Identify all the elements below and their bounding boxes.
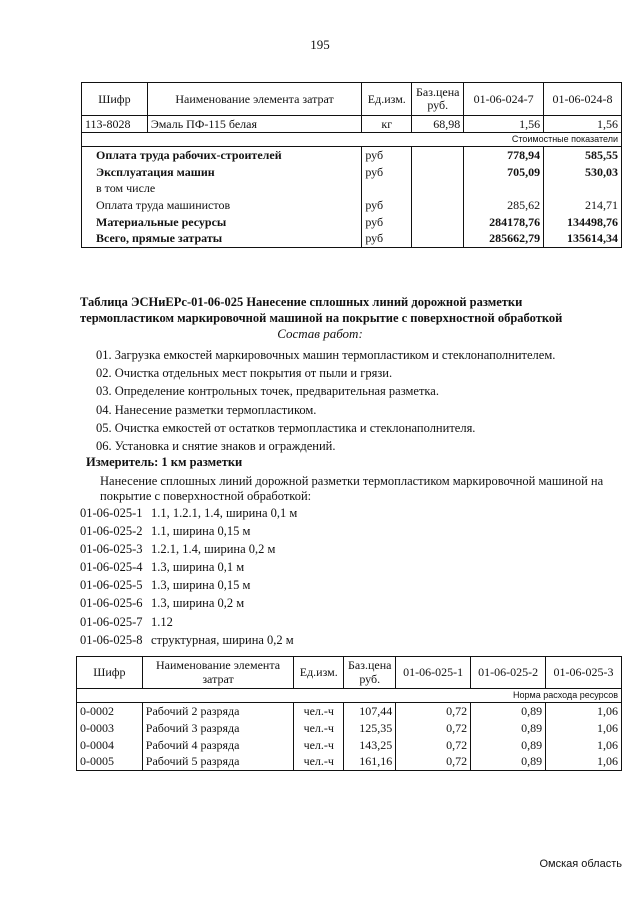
summary-value-1: 285,62	[464, 197, 544, 214]
table-row	[77, 737, 622, 754]
code-text: 1.1, 1.2.1, 1.4, ширина 0,1 м	[151, 506, 298, 520]
cell-value-2: 0,89	[471, 754, 546, 771]
header-name: Наименование элемента затрат	[147, 83, 361, 116]
summary-name: Материальные ресурсы	[82, 214, 362, 231]
cell-unit: чел.-ч	[294, 754, 344, 771]
cell-value-1: 1,56	[464, 116, 544, 133]
header-base-price: Баз.цена руб.	[412, 83, 464, 116]
summary-value-2: 214,71	[544, 197, 622, 214]
summary-value-1: 778,94	[464, 147, 544, 164]
header-code: Шифр	[82, 83, 148, 116]
cell-value-3: 1,06	[546, 754, 622, 771]
code-text: структурная, ширина 0,2 м	[151, 632, 294, 647]
list-item	[80, 522, 297, 540]
summary-name: Оплата труда рабочих-строителей	[82, 147, 362, 164]
summary-unit: руб	[362, 231, 412, 248]
summary-row	[82, 181, 622, 197]
cell-code: 0-0003	[77, 720, 143, 737]
works-list	[96, 346, 555, 455]
cell-value-2: 0,89	[471, 720, 546, 737]
cell-value-1: 0,72	[396, 754, 471, 771]
code-id: 01-06-025-3	[80, 542, 143, 557]
codes-list	[80, 504, 297, 649]
section-title	[80, 294, 620, 326]
summary-row	[82, 164, 622, 181]
cost-table-024	[81, 82, 622, 248]
cell-value-3: 1,06	[546, 720, 622, 737]
summary-name: Эксплуатация машин	[82, 164, 362, 181]
description: Нанесение сплошных линий дорожной разметки термопластиком маркировочной машиной на покрытие с поверхностной обработкой:	[100, 474, 604, 503]
section-title-line1: Таблица ЭСНиЕРс-01-06-025 Нанесение сплошных линий дорожной разметки	[80, 295, 523, 309]
summary-row	[82, 147, 622, 164]
list-item	[80, 558, 297, 576]
header-col1: 01-06-025-1	[396, 657, 471, 689]
cell-price: 125,35	[344, 720, 396, 737]
header-col2: 01-06-024-8	[544, 83, 622, 116]
summary-name: в том числе	[82, 181, 362, 197]
table-header-row	[77, 657, 622, 689]
summary-unit: руб	[362, 197, 412, 214]
list-item	[80, 631, 297, 649]
section-label: Стоимостные показатели	[82, 133, 622, 147]
code-id: 01-06-025-1	[80, 506, 143, 520]
cell-value-3: 1,06	[546, 737, 622, 754]
cell-price: 107,44	[344, 703, 396, 720]
summary-value-1: 285662,79	[464, 231, 544, 248]
summary-value-2: 530,03	[544, 164, 622, 181]
table-row	[77, 703, 622, 720]
cell-value-3: 1,06	[546, 703, 622, 720]
cell-value-1: 0,72	[396, 703, 471, 720]
code-id: 01-06-025-4	[80, 560, 143, 575]
summary-row	[82, 197, 622, 214]
header-col2: 01-06-025-2	[471, 657, 546, 689]
list-item	[80, 540, 297, 558]
section-label-row	[77, 689, 622, 703]
summary-value-1: 705,09	[464, 164, 544, 181]
cell-name: Эмаль ПФ-115 белая	[147, 116, 361, 133]
cell-value-2: 0,89	[471, 737, 546, 754]
cell-code: 0-0002	[77, 703, 143, 720]
cell-code: 0-0005	[77, 754, 143, 771]
cell-value-1: 0,72	[396, 720, 471, 737]
code-text: 1.3, ширина 0,1 м	[151, 560, 245, 575]
list-item: 02. Очистка отдельных мест покрытия от пыли и грязи.	[96, 366, 393, 381]
code-id: 01-06-025-5	[80, 578, 143, 593]
cell-code: 0-0004	[77, 737, 143, 754]
summary-value-1: 284178,76	[464, 214, 544, 231]
summary-row	[82, 231, 622, 248]
footer-region: Омская область	[539, 858, 622, 870]
cell-name: Рабочий 5 разряда	[142, 754, 294, 771]
cell-value-2: 1,56	[544, 116, 622, 133]
summary-name: Оплата труда машинистов	[82, 197, 362, 214]
code-id: 01-06-025-8	[80, 632, 143, 647]
code-text: 1.1, ширина 0,15 м	[151, 524, 251, 539]
resource-table-025	[76, 656, 622, 771]
code-id: 01-06-025-6	[80, 596, 143, 611]
header-unit: Ед.изм.	[294, 657, 344, 689]
list-item	[80, 613, 297, 631]
header-name: Наименование элемента затрат	[142, 657, 294, 689]
list-item	[80, 594, 297, 612]
code-text: 1.12	[151, 614, 173, 629]
header-base-price: Баз.цена руб.	[344, 657, 396, 689]
list-item	[80, 576, 297, 594]
cell-code: 113-8028	[82, 116, 148, 133]
code-text: 1.3, ширина 0,15 м	[151, 578, 251, 593]
table-row	[77, 754, 622, 771]
header-col1: 01-06-024-7	[464, 83, 544, 116]
summary-value-2: 135614,34	[544, 231, 622, 248]
meter-label: Измеритель: 1 км разметки	[86, 455, 243, 469]
cell-unit: чел.-ч	[294, 737, 344, 754]
summary-unit: руб	[362, 147, 412, 164]
page-number: 195	[310, 37, 330, 52]
cell-name: Рабочий 2 разряда	[142, 703, 294, 720]
summary-row	[82, 214, 622, 231]
summary-unit: руб	[362, 214, 412, 231]
code-id: 01-06-025-2	[80, 524, 143, 539]
cell-value-1: 0,72	[396, 737, 471, 754]
cell-price: 143,25	[344, 737, 396, 754]
table-row	[82, 116, 622, 133]
section-label: Норма расхода ресурсов	[77, 689, 622, 703]
summary-value-2: 134498,76	[544, 214, 622, 231]
header-code: Шифр	[77, 657, 143, 689]
cell-name: Рабочий 3 разряда	[142, 720, 294, 737]
summary-name: Всего, прямые затраты	[82, 231, 362, 248]
cell-unit: чел.-ч	[294, 703, 344, 720]
summary-unit: руб	[362, 164, 412, 181]
list-item: 04. Нанесение разметки термопластиком.	[96, 402, 317, 417]
works-subtitle: Состав работ:	[277, 326, 363, 341]
list-item: 01. Загрузка емкостей маркировочных машин термопластиком и стеклонаполнителем.	[96, 348, 556, 362]
list-item: 03. Определение контрольных точек, предварительная разметка.	[96, 384, 439, 399]
table-header-row	[82, 83, 622, 116]
summary-value-2: 585,55	[544, 147, 622, 164]
code-text: 1.2.1, 1.4, ширина 0,2 м	[151, 542, 276, 557]
cell-unit: чел.-ч	[294, 720, 344, 737]
section-label-row	[82, 133, 622, 147]
cell-value-2: 0,89	[471, 703, 546, 720]
cell-unit: кг	[362, 116, 412, 133]
cell-price: 161,16	[344, 754, 396, 771]
header-unit: Ед.изм.	[362, 83, 412, 116]
cell-name: Рабочий 4 разряда	[142, 737, 294, 754]
list-item	[80, 504, 297, 522]
table-row	[77, 720, 622, 737]
list-item: 06. Установка и снятие знаков и ограждений.	[96, 439, 336, 454]
code-text: 1.3, ширина 0,2 м	[151, 596, 245, 611]
header-col3: 01-06-025-3	[546, 657, 622, 689]
code-id: 01-06-025-7	[80, 614, 143, 629]
section-title-line2: термопластиком маркировочной машиной на покрытие с поверхностной обработкой	[80, 311, 563, 325]
cell-price: 68,98	[412, 116, 464, 133]
list-item: 05. Очистка емкостей от остатков термопластика и стеклонаполнителя.	[96, 420, 476, 435]
